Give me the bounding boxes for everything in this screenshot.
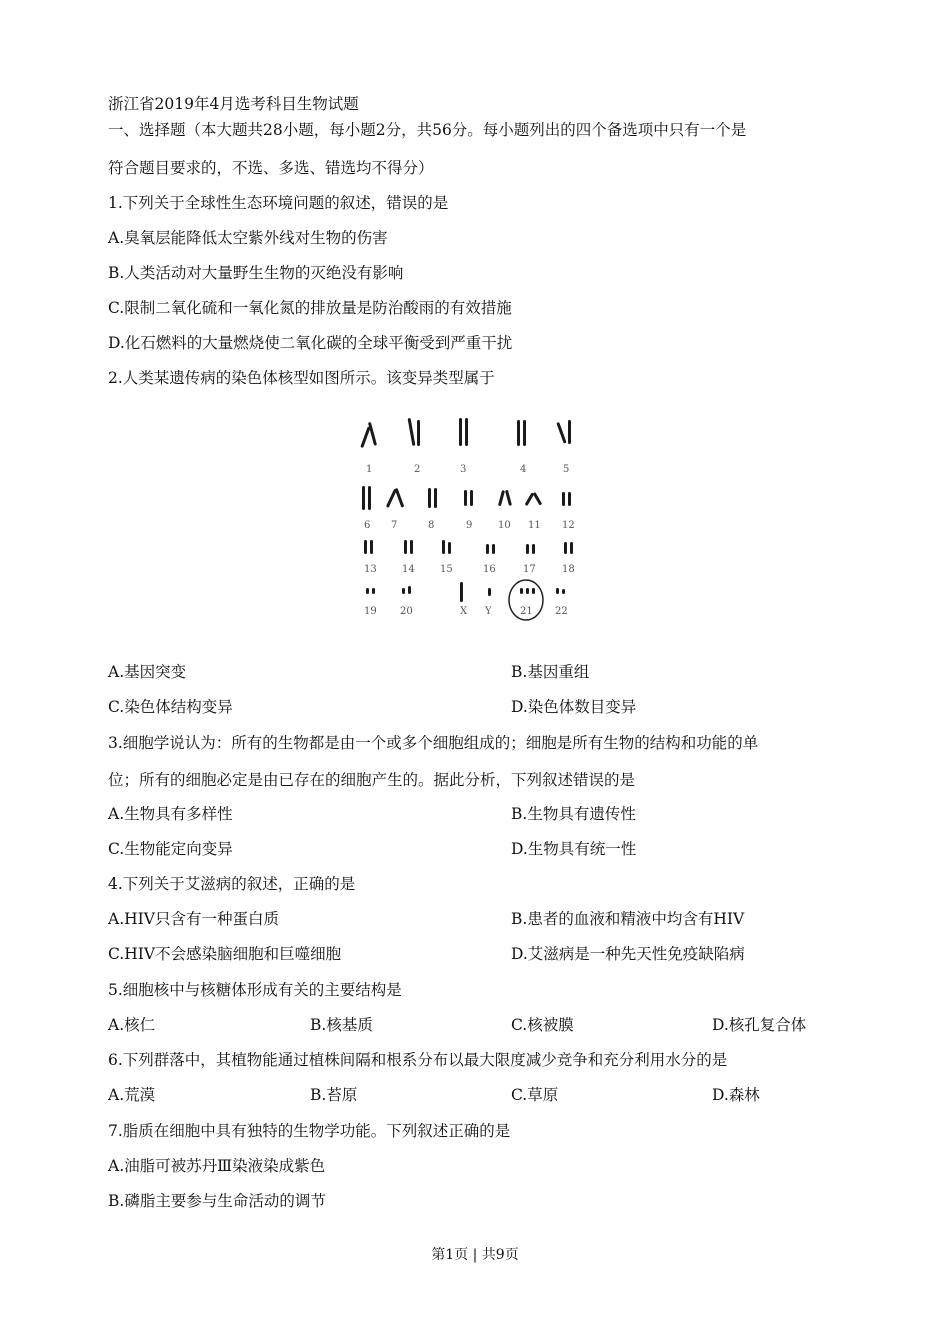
section-instructions-line1: 一、选择题（本大题共28小题，每小题2分，共56分。每小题列出的四个备选项中只有一个是 bbox=[108, 121, 747, 139]
karyotype-row-3 bbox=[364, 540, 573, 554]
q6-stem: 6.下列群落中，其植物能通过植株间隔和根系分布以最大限度减少竞争和充分利用水分的是 bbox=[108, 1051, 728, 1069]
q3-option-b: B.生物具有遗传性 bbox=[511, 805, 636, 823]
chromosome-label: Y bbox=[485, 606, 492, 617]
q3-option-d: D.生物具有统一性 bbox=[511, 840, 637, 858]
q1-option-d: D.化石燃料的大量燃烧使二氧化碳的全球平衡受到严重干扰 bbox=[108, 334, 513, 352]
chromosome-label: 5 bbox=[563, 464, 570, 475]
q2-stem: 2.人类某遗传病的染色体核型如图所示。该变异类型属于 bbox=[108, 369, 495, 387]
q5-option-c: C.核被膜 bbox=[511, 1016, 574, 1034]
chromosome-label: 16 bbox=[483, 564, 496, 575]
q7-option-b: B.磷脂主要参与生命活动的调节 bbox=[108, 1192, 326, 1210]
q1-stem: 1.下列关于全球性生态环境问题的叙述，错误的是 bbox=[108, 194, 449, 212]
chromosome-label: 6 bbox=[364, 520, 371, 531]
exam-title: 浙江省2019年4月选考科目生物试题 bbox=[108, 95, 359, 113]
chromosome-label: 18 bbox=[562, 564, 575, 575]
chromosome-label: 14 bbox=[402, 564, 415, 575]
chromosome-label: 20 bbox=[400, 606, 413, 617]
chromosome-label: 8 bbox=[428, 520, 435, 531]
chromosome-label: X bbox=[460, 606, 468, 617]
q3-option-c: C.生物能定向变异 bbox=[108, 840, 233, 858]
chromosome-label: 15 bbox=[440, 564, 453, 575]
q7-option-a: A.油脂可被苏丹Ⅲ染液染成紫色 bbox=[108, 1157, 326, 1175]
q5-option-b: B.核基质 bbox=[310, 1016, 373, 1034]
chromosome-label: 3 bbox=[460, 464, 467, 475]
chromosome-label: 17 bbox=[523, 564, 536, 575]
q5-option-d: D.核孔复合体 bbox=[712, 1016, 807, 1034]
chromosome-label: 19 bbox=[364, 606, 377, 617]
q2-option-a: A.基因突变 bbox=[108, 663, 187, 681]
q1-option-b: B.人类活动对大量野生生物的灭绝没有影响 bbox=[108, 264, 404, 282]
q6-option-a: A.荒漠 bbox=[108, 1086, 156, 1104]
q4-stem: 4.下列关于艾滋病的叙述，正确的是 bbox=[108, 875, 356, 893]
chromosome-label: 13 bbox=[364, 564, 377, 575]
q6-option-c: C.草原 bbox=[511, 1086, 559, 1104]
q3-stem-line2: 位；所有的细胞必定是由已存在的细胞产生的。据此分析，下列叙述错误的是 bbox=[108, 771, 636, 789]
q5-option-a: A.核仁 bbox=[108, 1016, 156, 1034]
q3-option-a: A.生物具有多样性 bbox=[108, 805, 233, 823]
chromosome-label: 4 bbox=[520, 464, 527, 475]
q4-option-d: D.艾滋病是一种先天性免疫缺陷病 bbox=[511, 945, 745, 963]
q1-option-c: C.限制二氧化硫和一氧化氮的排放量是防治酸雨的有效措施 bbox=[108, 299, 512, 317]
chromosome-label: 22 bbox=[555, 606, 568, 617]
section-instructions-line2: 符合题目要求的，不选、多选、错选均不得分） bbox=[108, 159, 434, 177]
q2-option-c: C.染色体结构变异 bbox=[108, 698, 233, 716]
q1-option-a: A.臭氧层能降低太空紫外线对生物的伤害 bbox=[108, 229, 388, 247]
q6-option-d: D.森林 bbox=[712, 1086, 760, 1104]
q2-option-d: D.染色体数目变异 bbox=[511, 698, 637, 716]
chromosome-label: 21 bbox=[520, 606, 533, 617]
karyotype-figure bbox=[350, 408, 590, 628]
q4-option-a: A.HIV只含有一种蛋白质 bbox=[108, 910, 279, 928]
q2-option-b: B.基因重组 bbox=[511, 663, 590, 681]
chromosome-label: 10 bbox=[498, 520, 511, 531]
q5-stem: 5.细胞核中与核糖体形成有关的主要结构是 bbox=[108, 981, 402, 999]
chromosome-label: 1 bbox=[366, 464, 373, 475]
chromosome-label: 9 bbox=[466, 520, 473, 531]
karyotype-row-2 bbox=[362, 486, 571, 510]
chromosome-label: 11 bbox=[528, 520, 541, 531]
q3-stem-line1: 3.细胞学说认为：所有的生物都是由一个或多个细胞组成的；细胞是所有生物的结构和功能的单 bbox=[108, 734, 759, 752]
q4-option-b: B.患者的血液和精液中均含有HIV bbox=[511, 910, 745, 928]
page-footer: 第1页 | 共9页 bbox=[431, 1247, 519, 1263]
chromosome-label: 7 bbox=[391, 520, 398, 531]
chromosome-label: 12 bbox=[562, 520, 575, 531]
q6-option-b: B.苔原 bbox=[310, 1086, 358, 1104]
q4-option-c: C.HIV不会感染脑细胞和巨噬细胞 bbox=[108, 945, 342, 963]
chromosome-label: 2 bbox=[414, 464, 421, 475]
karyotype-row-1 bbox=[360, 418, 571, 448]
q7-stem: 7.脂质在细胞中具有独特的生物学功能。下列叙述正确的是 bbox=[108, 1122, 511, 1140]
